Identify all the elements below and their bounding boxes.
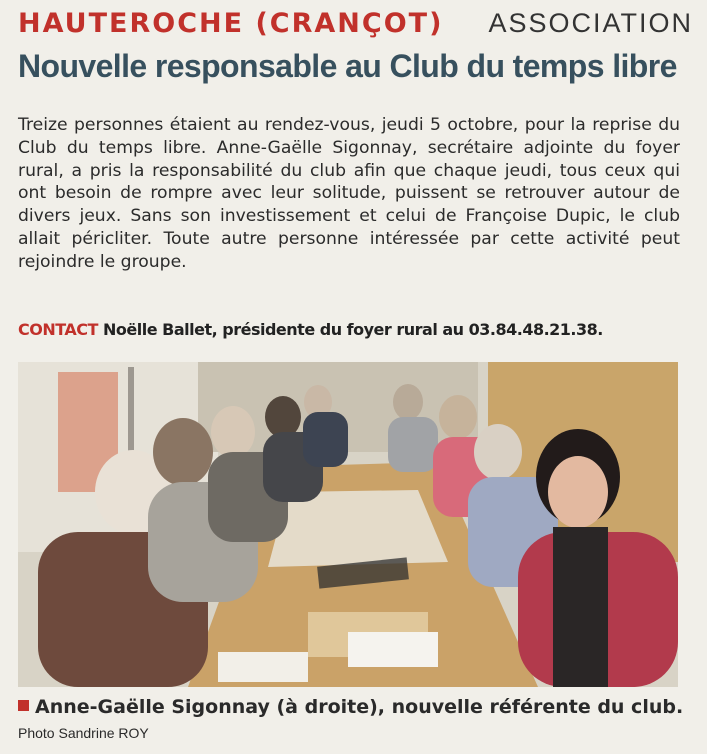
photo-caption <box>18 695 688 746</box>
group-photo-illustration <box>18 362 678 687</box>
photo-credit: Photo Sandrine ROY <box>18 725 149 741</box>
town-name: HAUTEROCHE (CRANÇOT) <box>18 8 444 39</box>
article-photo <box>18 362 678 687</box>
caption-bullet-icon <box>18 700 29 711</box>
contact-line <box>18 320 698 339</box>
section-rubric: ASSOCIATION <box>488 8 693 38</box>
article-body: Treize personnes étaient au rendez-vous, jeudi 5 octobre, pour la reprise du Club du temps libre. Anne-Gaëlle Sigonnay, secrétaire adjointe du foyer rural, a pris la responsabilité du club afin que chaque jeudi, tous ceux qui ont besoin de rompre avec leur solitude, puissent se retrouver autour de divers jeux. Sans son investissement et celui de Françoise Dupic, le club allait péricliter. Toute autre personne intéressée par cette activité peut rejoindre le groupe. <box>18 115 680 272</box>
headline: Nouvelle responsable au Club du temps libre <box>18 48 677 84</box>
contact-label: CONTACT <box>18 320 98 339</box>
caption-text: Anne-Gaëlle Sigonnay (à droite), nouvelle référente du club. <box>35 696 684 718</box>
kicker <box>18 8 693 42</box>
contact-text: Noëlle Ballet, présidente du foyer rural au 03.84.48.21.38. <box>103 320 603 339</box>
